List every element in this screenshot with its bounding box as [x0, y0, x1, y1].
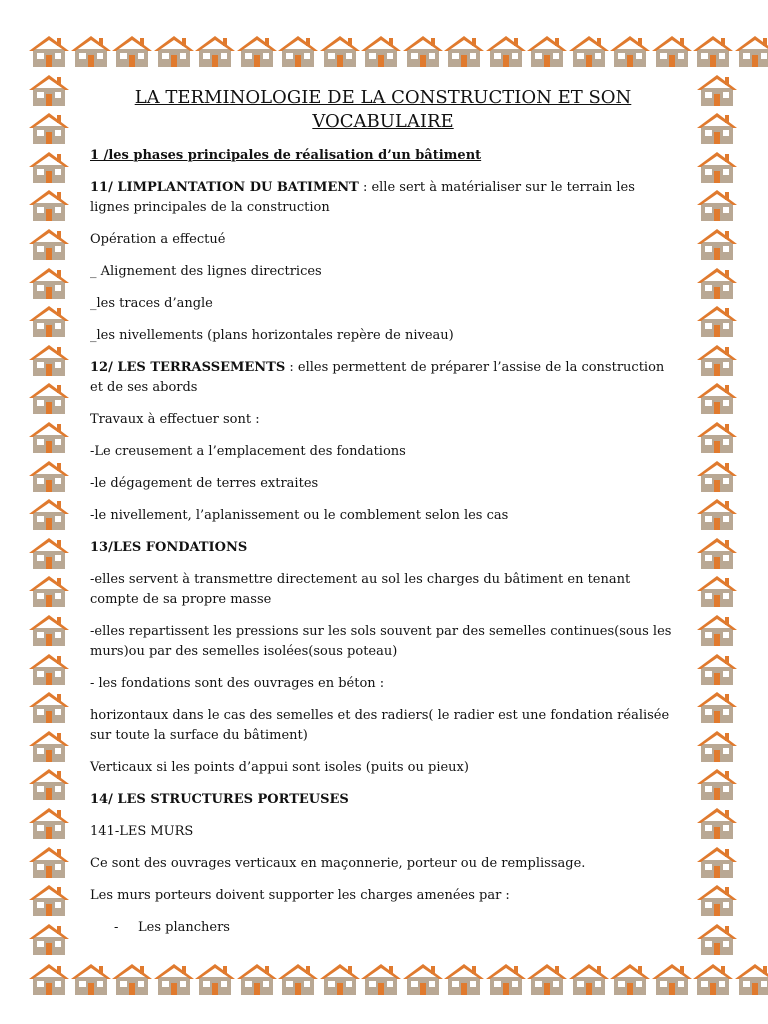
house-icon	[111, 34, 153, 68]
house-icon	[28, 381, 70, 415]
house-icon	[696, 420, 738, 454]
house-icon	[28, 227, 70, 261]
house-icon	[696, 188, 738, 222]
house-icon	[696, 845, 738, 879]
house-icon	[696, 613, 738, 647]
house-icon	[28, 73, 70, 107]
house-icon	[111, 962, 153, 996]
house-icon	[734, 962, 768, 996]
house-icon	[443, 34, 485, 68]
house-icon	[696, 574, 738, 608]
list-item: -elles servent à transmettre directement au sol les charges du bâtiment en tenant compte de sa propre masse	[90, 572, 631, 607]
house-icon	[402, 34, 444, 68]
house-icon	[696, 381, 738, 415]
house-icon	[153, 962, 195, 996]
house-icon	[28, 188, 70, 222]
paragraph-terrassements	[90, 358, 676, 398]
house-icon	[696, 652, 738, 686]
house-icon	[153, 34, 195, 68]
house-icon	[696, 536, 738, 570]
house-icon	[696, 73, 738, 107]
house-icon	[28, 497, 70, 531]
house-icon	[319, 962, 361, 996]
house-icon	[28, 922, 70, 956]
house-icon	[28, 652, 70, 686]
house-icon	[360, 34, 402, 68]
heading-implantation: 11/ LIMPLANTATION DU BATIMENT	[90, 180, 359, 195]
house-icon	[696, 150, 738, 184]
house-icon	[319, 34, 361, 68]
list-item: -le dégagement de terres extraites	[90, 476, 319, 491]
house-icon	[28, 420, 70, 454]
house-icon	[696, 690, 738, 724]
house-icon	[28, 767, 70, 801]
list-item: -le nivellement, l’aplanissement ou le comblement selon les cas	[90, 508, 509, 523]
house-icon	[277, 962, 319, 996]
house-icon	[402, 962, 444, 996]
dash-item-text: Les planchers	[138, 920, 230, 935]
list-item: _les traces d’angle	[90, 296, 213, 311]
document-body	[90, 86, 676, 950]
house-icon	[28, 613, 70, 647]
house-icon	[70, 34, 112, 68]
house-icon	[485, 34, 527, 68]
house-icon	[692, 34, 734, 68]
paragraph-implantation	[90, 178, 676, 218]
house-icon	[651, 962, 693, 996]
house-icon	[28, 845, 70, 879]
list-item: _ Alignement des lignes directrices	[90, 264, 322, 279]
house-icon	[28, 150, 70, 184]
house-icon	[526, 34, 568, 68]
list-item: horizontaux dans le cas des semelles et des radiers( le radier est une fondation réalisée sur toute la surface du bâtiment)	[90, 708, 670, 743]
heading-fondations: 13/LES FONDATIONS	[90, 540, 248, 555]
house-icon	[28, 806, 70, 840]
paragraph-murs-porteurs: Les murs porteurs doivent supporter les charges amenées par :	[90, 888, 510, 903]
text-terrassements: : elles permettent de préparer l’assise de la construction et de ses abords	[90, 360, 665, 395]
house-icon	[28, 574, 70, 608]
house-icon	[485, 962, 527, 996]
house-icon	[568, 962, 610, 996]
house-icon	[526, 962, 568, 996]
page-title: LA TERMINOLOGIE DE LA CONSTRUCTION ET SON VOCABULAIRE	[134, 87, 632, 132]
house-icon	[28, 34, 70, 68]
house-icon	[194, 962, 236, 996]
heading-structures: 14/ LES STRUCTURES PORTEUSES	[90, 792, 349, 807]
list-item: _les nivellements (plans horizontales repère de niveau)	[90, 328, 454, 343]
section-heading-1: 1 /les phases principales de réalisation d’un bâtiment	[90, 148, 482, 163]
house-icon	[28, 111, 70, 145]
list-item: -Le creusement a l’emplacement des fondations	[90, 444, 406, 459]
house-icon	[194, 34, 236, 68]
dash-marker: -	[114, 920, 119, 935]
house-icon	[692, 962, 734, 996]
house-icon	[696, 227, 738, 261]
house-icon	[28, 962, 70, 996]
house-icon	[28, 690, 70, 724]
house-icon	[696, 343, 738, 377]
house-icon	[360, 962, 402, 996]
house-icon	[568, 34, 610, 68]
house-icon	[609, 34, 651, 68]
house-icon	[696, 266, 738, 300]
house-icon	[696, 767, 738, 801]
list-item: Verticaux si les points d’appui sont isoles (puits ou pieux)	[90, 760, 469, 775]
house-icon	[696, 922, 738, 956]
house-icon	[696, 883, 738, 917]
dash-list-item	[114, 918, 676, 938]
paragraph-travaux: Travaux à effectuer sont :	[90, 412, 260, 427]
house-icon	[28, 729, 70, 763]
house-icon	[696, 111, 738, 145]
house-icon	[696, 304, 738, 338]
house-icon	[28, 304, 70, 338]
house-icon	[236, 34, 278, 68]
house-icon	[696, 729, 738, 763]
paragraph-murs: Ce sont des ouvrages verticaux en maçonnerie, porteur ou de remplissage.	[90, 856, 586, 871]
house-icon	[651, 34, 693, 68]
list-item: -elles repartissent les pressions sur les sols souvent par des semelles continues(sous les murs)ou par des semelles isolées(sous poteau)	[90, 624, 672, 659]
house-icon	[28, 536, 70, 570]
list-item: - les fondations sont des ouvrages en béton :	[90, 676, 385, 691]
house-icon	[28, 459, 70, 493]
house-icon	[696, 806, 738, 840]
house-icon	[443, 962, 485, 996]
house-icon	[696, 497, 738, 531]
house-icon	[696, 459, 738, 493]
paragraph-operation: Opération a effectué	[90, 232, 226, 247]
house-icon	[28, 883, 70, 917]
house-icon	[609, 962, 651, 996]
heading-terrassements: 12/ LES TERRASSEMENTS	[90, 360, 286, 375]
heading-murs: 141-LES MURS	[90, 824, 194, 839]
house-icon	[28, 266, 70, 300]
house-icon	[236, 962, 278, 996]
house-icon	[277, 34, 319, 68]
text-implantation: : elle sert à matérialiser sur le terrain les lignes principales de la construction	[90, 180, 635, 215]
house-icon	[70, 962, 112, 996]
house-icon	[28, 343, 70, 377]
house-icon	[734, 34, 768, 68]
